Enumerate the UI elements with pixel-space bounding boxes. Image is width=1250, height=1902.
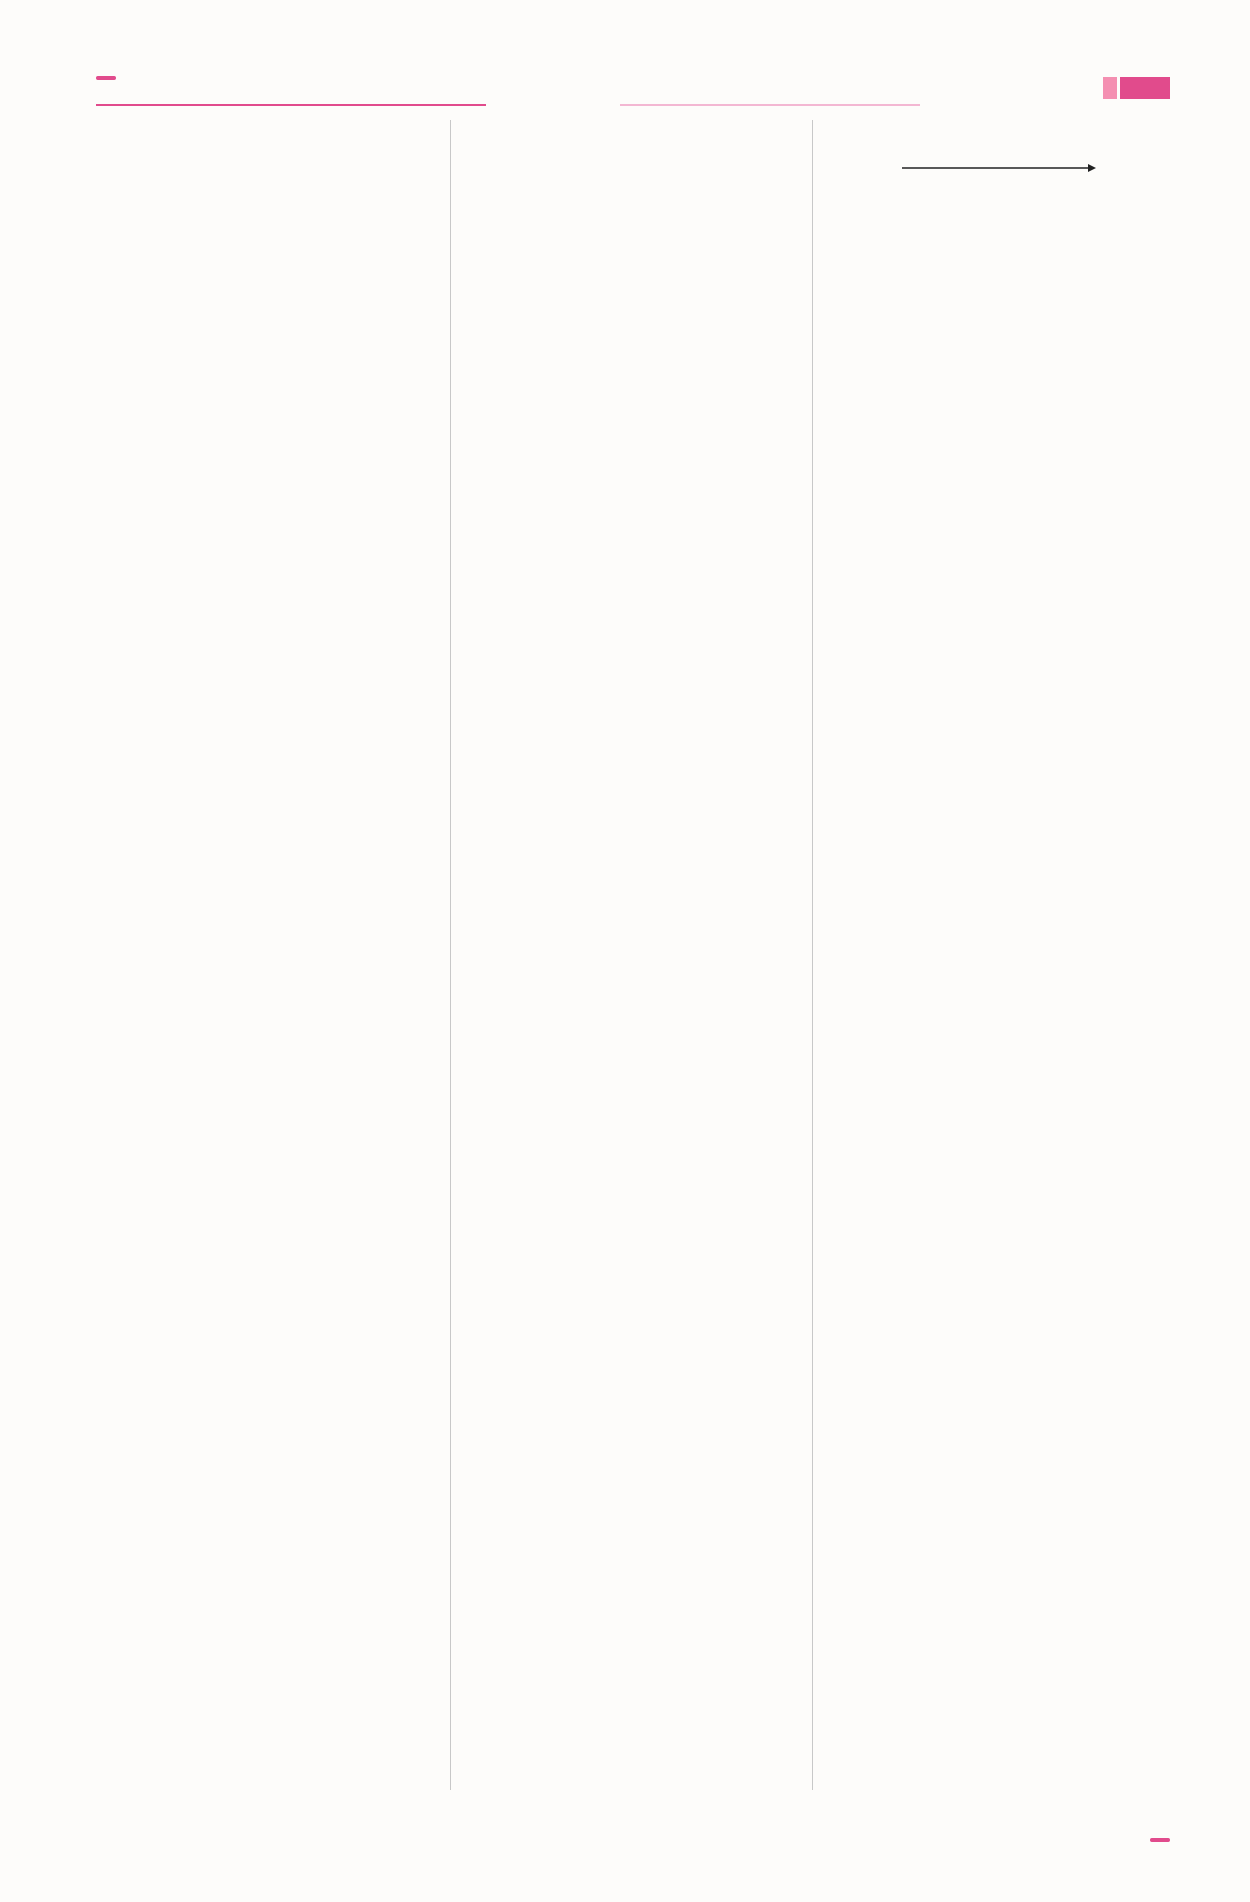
header-left xyxy=(96,76,396,106)
header-rule-left xyxy=(96,104,486,106)
header-tag xyxy=(96,76,116,80)
column-divider-1 xyxy=(450,120,451,1790)
column-divider-2 xyxy=(812,120,813,1790)
header-right xyxy=(1081,76,1170,100)
number-line-svg xyxy=(820,128,1172,198)
header-deco-bar xyxy=(1120,77,1170,99)
header-rule-mid xyxy=(620,104,920,106)
header-deco-small xyxy=(1103,77,1117,99)
answer-column-3 xyxy=(820,128,1172,198)
page-number xyxy=(1150,1838,1170,1842)
number-line-figure xyxy=(820,128,1172,198)
